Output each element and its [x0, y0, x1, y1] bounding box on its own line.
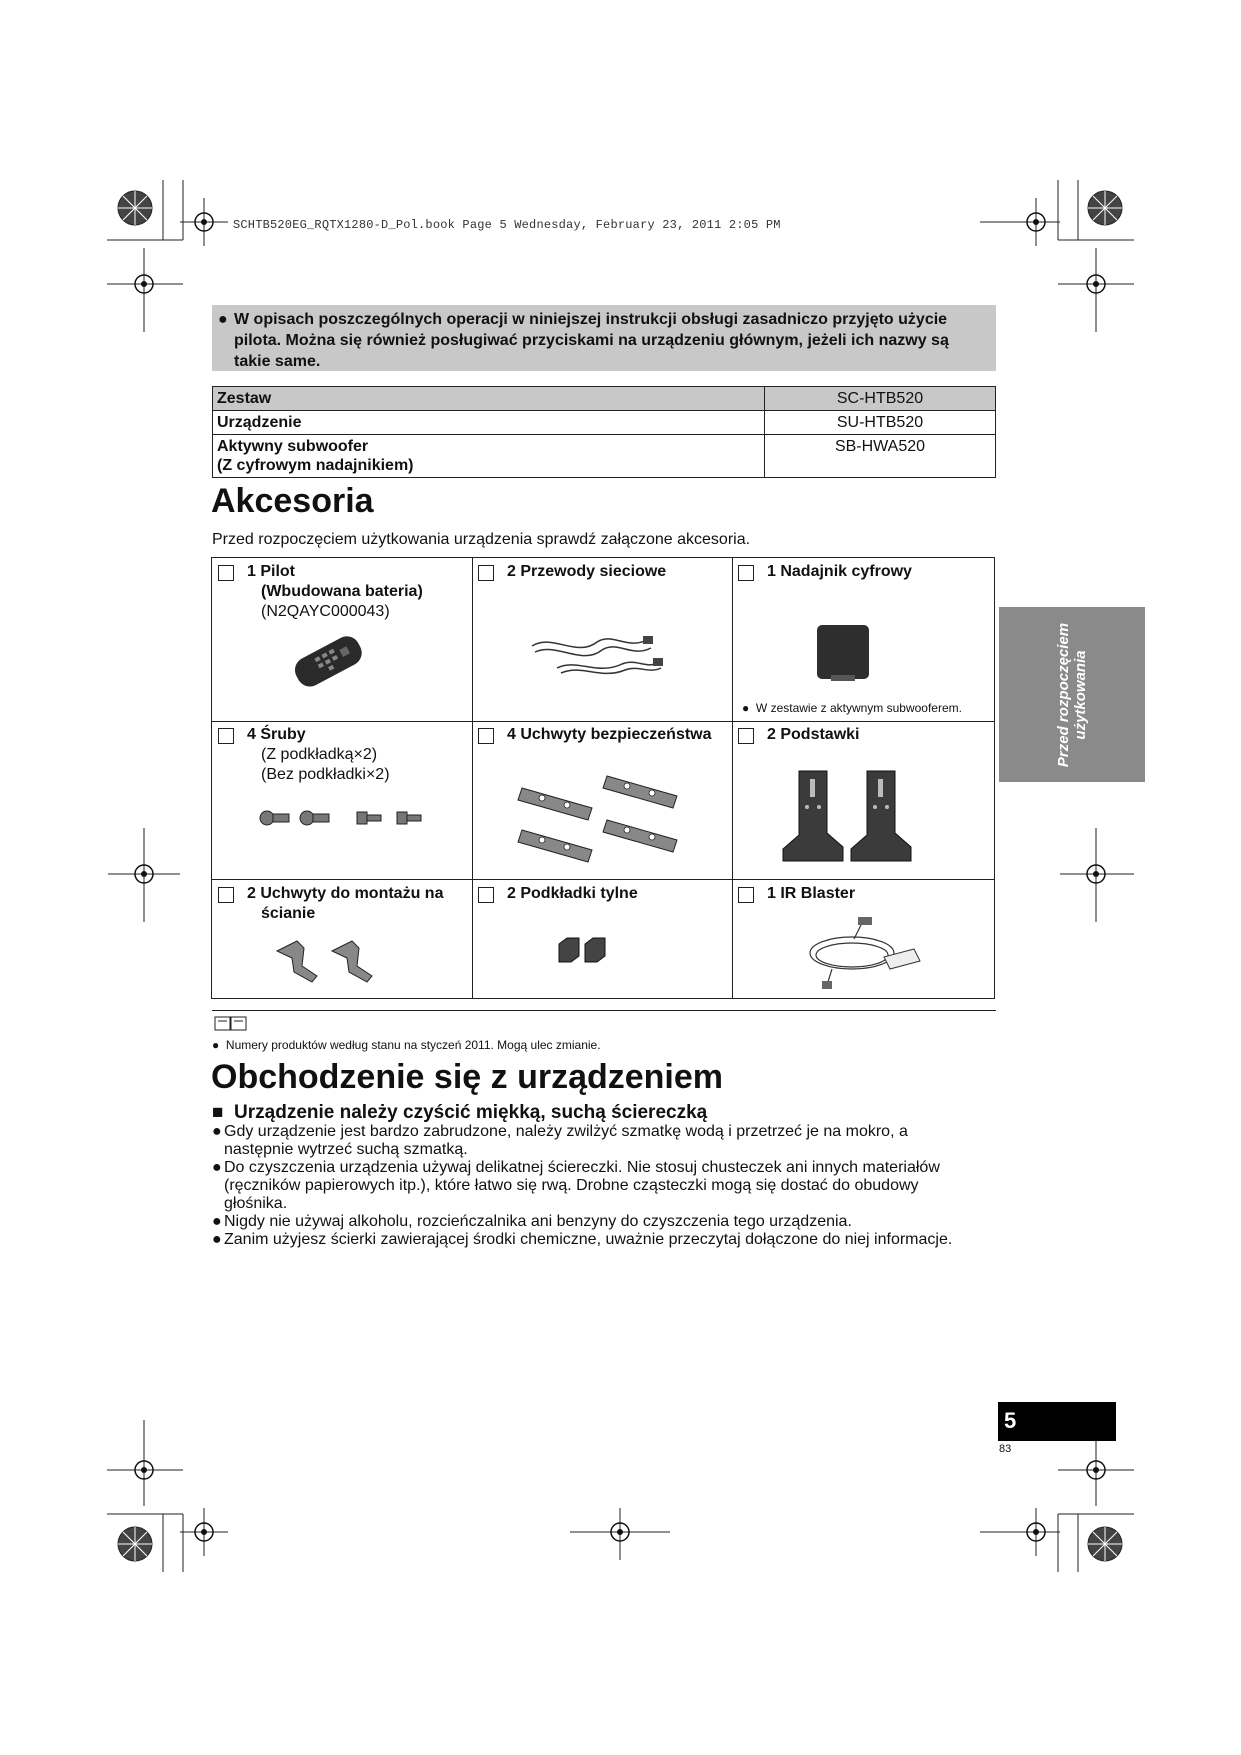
item-power-cords: 2 Przewody sieciowe — [507, 563, 667, 580]
page-subnumber: 83 — [999, 1443, 1012, 1455]
item-ir-blaster: 1 IR Blaster — [767, 885, 856, 902]
list-item: ● Zanim użyjesz ścierki zawierającej środki chemiczne, uważnie przeczytaj dołączone do niej informacje. — [212, 1231, 953, 1248]
care-list — [212, 1123, 1002, 1249]
checkbox[interactable] — [218, 887, 234, 903]
accessories-heading: Akcesoria — [211, 482, 374, 520]
note-bullet: ● — [218, 311, 228, 328]
side-tab-line2: użytkowania — [1072, 650, 1089, 740]
model-label-line2: (Z cyfrowym nadajnikiem) — [217, 457, 414, 474]
item-safety-brackets: 4 Uchwyty bezpieczeństwa — [507, 726, 712, 743]
wall-brackets-image — [272, 936, 392, 986]
table-row — [213, 411, 996, 435]
ir-blaster-image — [802, 913, 932, 993]
screws-image — [257, 803, 427, 833]
checkbox[interactable] — [478, 565, 494, 581]
care-heading: Obchodzenie się z urządzeniem — [211, 1058, 724, 1096]
checkbox[interactable] — [738, 728, 754, 744]
item-rear-pads: 2 Podkładki tylne — [507, 885, 638, 902]
remote-control-image — [287, 633, 367, 689]
checkbox[interactable] — [218, 565, 234, 581]
section-side-tab — [999, 607, 1145, 782]
accessories-grid — [211, 557, 995, 999]
care-subheading: ■ Urządzenie należy czyścić miękką, suchą ściereczką — [212, 1102, 708, 1123]
note-box — [212, 305, 996, 371]
page-number: 5 — [998, 1402, 1116, 1441]
side-tab-line1: Przed rozpoczęciem — [1055, 622, 1072, 768]
checkbox[interactable] — [478, 887, 494, 903]
item-wall-brackets: 2 Uchwyty do montażu na ścianie — [247, 885, 444, 922]
table-row — [213, 387, 996, 411]
model-label: Urządzenie — [213, 411, 765, 435]
book-icon — [214, 1016, 248, 1032]
model-value: SU-HTB520 — [765, 411, 996, 435]
checkbox[interactable] — [738, 887, 754, 903]
model-label-line1: Aktywny subwoofer — [217, 438, 369, 455]
list-item: ● Gdy urządzenie jest bardzo zabrudzone, należy zwilżyć szmatkę wodą i przetrzeć je na mokro, a następnie wytrzeć suchą szmatką. — [212, 1123, 908, 1158]
transmitter-image — [815, 623, 875, 683]
divider — [212, 1010, 996, 1011]
transmitter-note: ● W zestawie z aktywnym subwooferem. — [742, 701, 962, 715]
note-text: W opisach poszczególnych operacji w niniejszej instrukcji obsługi zasadniczo przyjęto użycie pilota. Można się również posługiwać przyciskami na urządzeniu głównym, jeżeli ich nazwy są takie same. — [234, 311, 949, 370]
model-label — [213, 435, 765, 478]
model-value: SB-HWA520 — [765, 435, 996, 478]
model-value: SC-HTB520 — [765, 387, 996, 411]
print-header: SCHTB520EG_RQTX1280-D_Pol.book Page 5 Wednesday, February 23, 2011 2:05 PM — [233, 218, 781, 232]
rear-pads-image — [555, 936, 615, 966]
models-table — [212, 386, 996, 478]
item-digital-transmitter: 1 Nadajnik cyfrowy — [767, 563, 912, 580]
item-pilot: 1 Pilot (Wbudowana bateria) (N2QAYC000043) — [247, 563, 423, 620]
list-item: ● Nigdy nie używaj alkoholu, rozcieńczalnika ani benzyny do czyszczenia tego urządzenia. — [212, 1213, 852, 1230]
item-screws: 4 Śruby (Z podkładką×2) (Bez podkładki×2) — [247, 726, 390, 783]
model-label: Zestaw — [213, 387, 765, 411]
table-row — [213, 435, 996, 478]
stands-image — [777, 763, 927, 868]
square-bullet-icon: ■ — [212, 1102, 235, 1123]
power-cords-image — [527, 628, 667, 678]
checkbox[interactable] — [738, 565, 754, 581]
list-item: ● Do czyszczenia urządzenia używaj delikatnej ściereczki. Nie stosuj chusteczek ani innych materiałów (ręczników papierowych itp.), które łatwo się rwą. Drobne cząsteczki mogą się dostać do obudowy głośnika. — [212, 1159, 940, 1212]
safety-brackets-image — [512, 768, 712, 868]
accessories-footnote: ● Numery produktów według stanu na styczeń 2011. Mogą ulec zmianie. — [212, 1038, 601, 1052]
checkbox[interactable] — [218, 728, 234, 744]
accessories-intro: Przed rozpoczęciem użytkowania urządzenia sprawdź załączone akcesoria. — [212, 531, 751, 548]
item-stands: 2 Podstawki — [767, 726, 860, 743]
checkbox[interactable] — [478, 728, 494, 744]
